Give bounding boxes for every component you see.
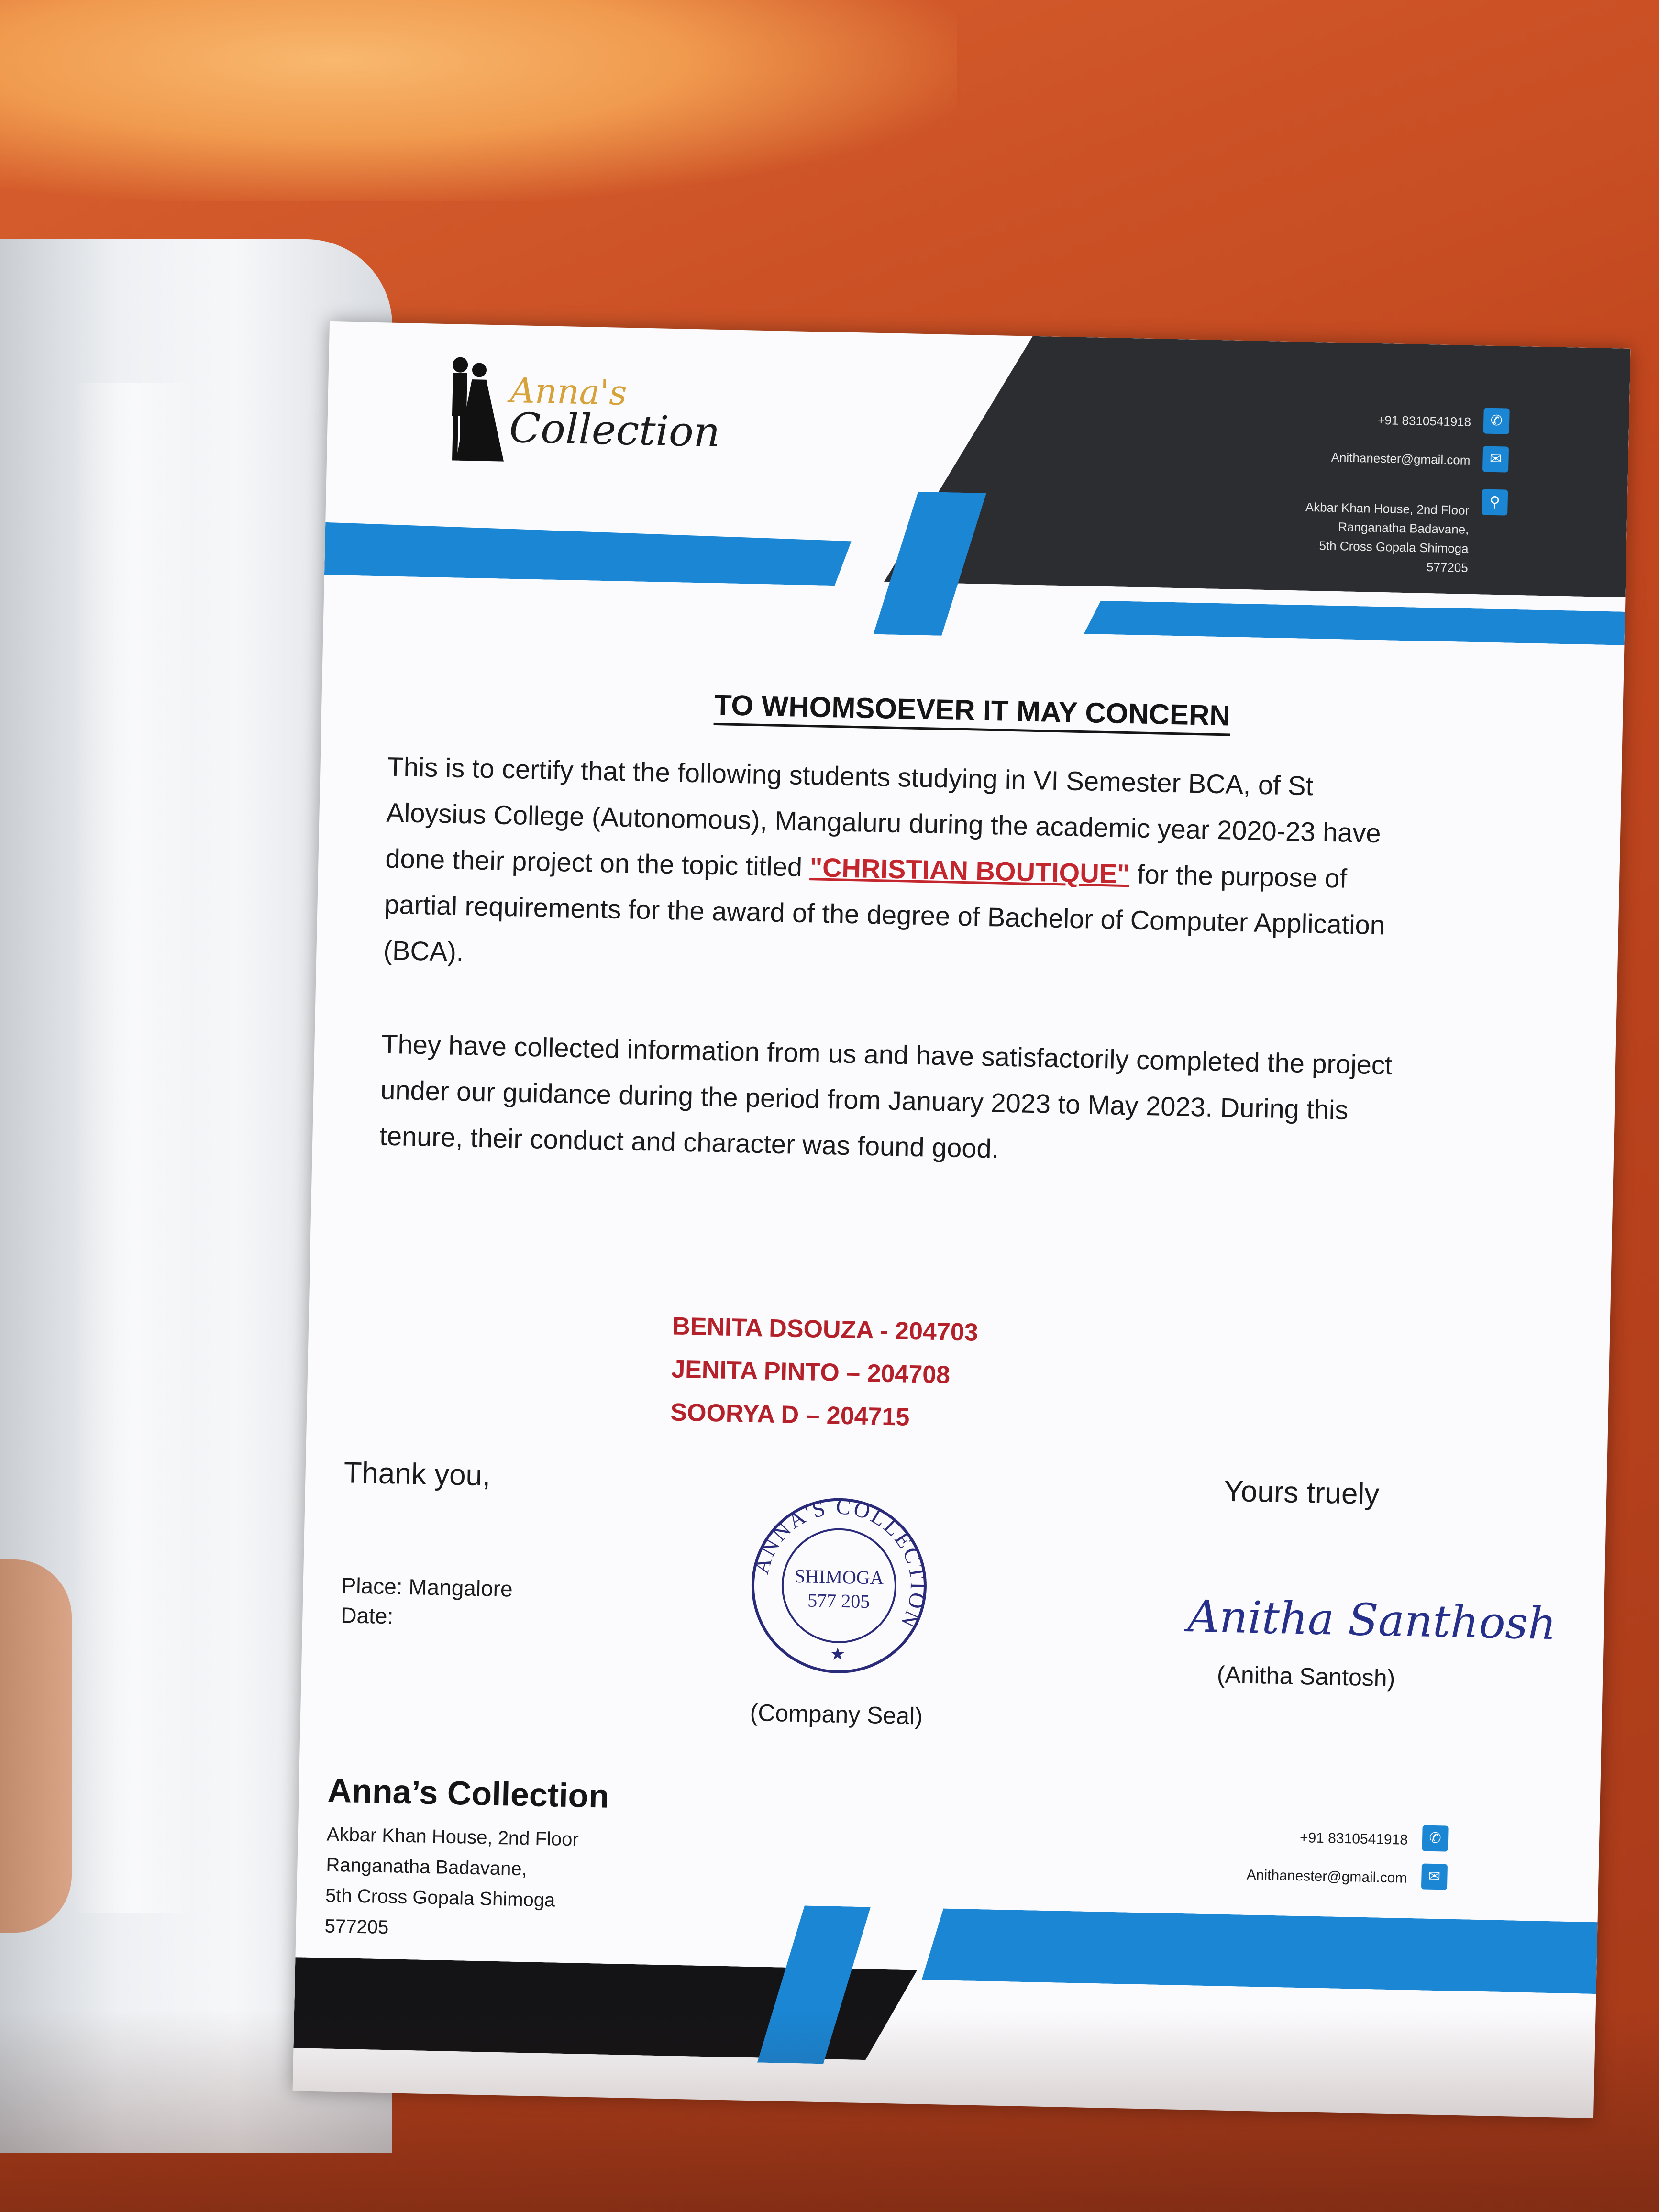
student-name: BENITA DSOUZA - 204703 [672,1312,979,1347]
student-list [670,1305,978,1440]
phone-icon: ✆ [1483,408,1510,434]
footer-address [324,1819,579,1947]
letterhead-dark-panel [884,333,1631,597]
footer-blue-bar [922,1908,1598,1994]
company-seal [746,1493,932,1679]
signature-script: Anitha Santhosh [1187,1591,1557,1650]
logo-wordmark [509,370,721,457]
brand-logo [436,353,721,482]
logo-line-1: Anna's [509,370,628,413]
finger [0,1559,72,1933]
email-icon: ✉ [1482,446,1509,472]
footer-address-line: 577205 [324,1915,389,1938]
signature [1177,1574,1557,1658]
para1-text-end: for the purpose of partial requirements for the award of the degree of Bachelor of Computer Application (BCA). [383,859,1385,967]
place-text: Place: Mangalore [341,1573,513,1602]
seal-inner-text: SHIMOGA [794,1565,885,1589]
header-address-line: Akbar Khan House, 2nd Floor [1305,499,1470,518]
header-email: Anithanester@gmail.com [1331,450,1471,467]
para1-text: This is to certify that the following students studying in VI Semester BCA, of St Aloysius College (Autonomous), Mangaluru during the academic year 2020-23 have done their project on the topic titled [385,751,1382,883]
place-date [341,1571,513,1633]
footer-brand: Anna’s Collection [327,1771,610,1815]
table-shadow [0,2009,1659,2212]
letterhead-blue-stripe [324,522,852,586]
date-text: Date: [340,1603,394,1629]
letterhead-blue-bar [1084,600,1625,645]
closing: Yours truely [1223,1474,1380,1511]
footer-address-line: 5th Cross Gopala Shimoga [325,1885,555,1911]
signer-name: (Anitha Santosh) [1217,1661,1395,1692]
footer-phone: +91 8310541918 [1299,1830,1408,1848]
logo-line-2: Collection [509,404,721,457]
header-phone: +91 8310541918 [1377,412,1471,429]
footer-address-line: Akbar Khan House, 2nd Floor [326,1824,579,1850]
footer-phone-icon: ✆ [1422,1825,1449,1851]
conduct-paragraph: They have collected information from us and have satisfactorily completed the project under our guidance during the period from January 2023 to May 2023. During this tenure, their conduct and character was found good. [379,1029,1393,1164]
seal-label: (Company Seal) [750,1699,923,1730]
project-title: "CHRISTIAN BOUTIQUE" [809,852,1130,889]
certificate-page [293,321,1631,2118]
header-address [1304,498,1470,577]
location-icon: ⚲ [1482,489,1508,515]
student-name: JENITA PINTO – 204708 [671,1355,951,1389]
header-address-line: 577205 [1426,560,1469,575]
student-name: SOORYA D – 204715 [670,1398,910,1431]
footer-address-line: Ranganatha Badavane, [326,1854,528,1880]
seal-star-icon: ★ [830,1644,846,1664]
letter-heading [321,680,1623,741]
footer-email-icon: ✉ [1421,1863,1448,1890]
letter-heading-text: TO WHOMSOEVER IT MAY CONCERN [714,689,1230,736]
thank-you: Thank you, [343,1456,491,1493]
certification-paragraph [383,744,1416,995]
sunlight-patch [0,0,957,201]
seal-outer-text: ANNA'S COLLECTION [748,1494,931,1634]
header-address-line: 5th Cross Gopala Shimoga [1319,538,1469,556]
cover-glare [72,383,196,1913]
seal-pin-text: 577 205 [807,1589,870,1613]
bride-groom-icon [437,353,511,464]
header-address-line: Ranganatha Badavane, [1338,520,1469,537]
footer-email: Anithanester@gmail.com [1246,1867,1407,1886]
